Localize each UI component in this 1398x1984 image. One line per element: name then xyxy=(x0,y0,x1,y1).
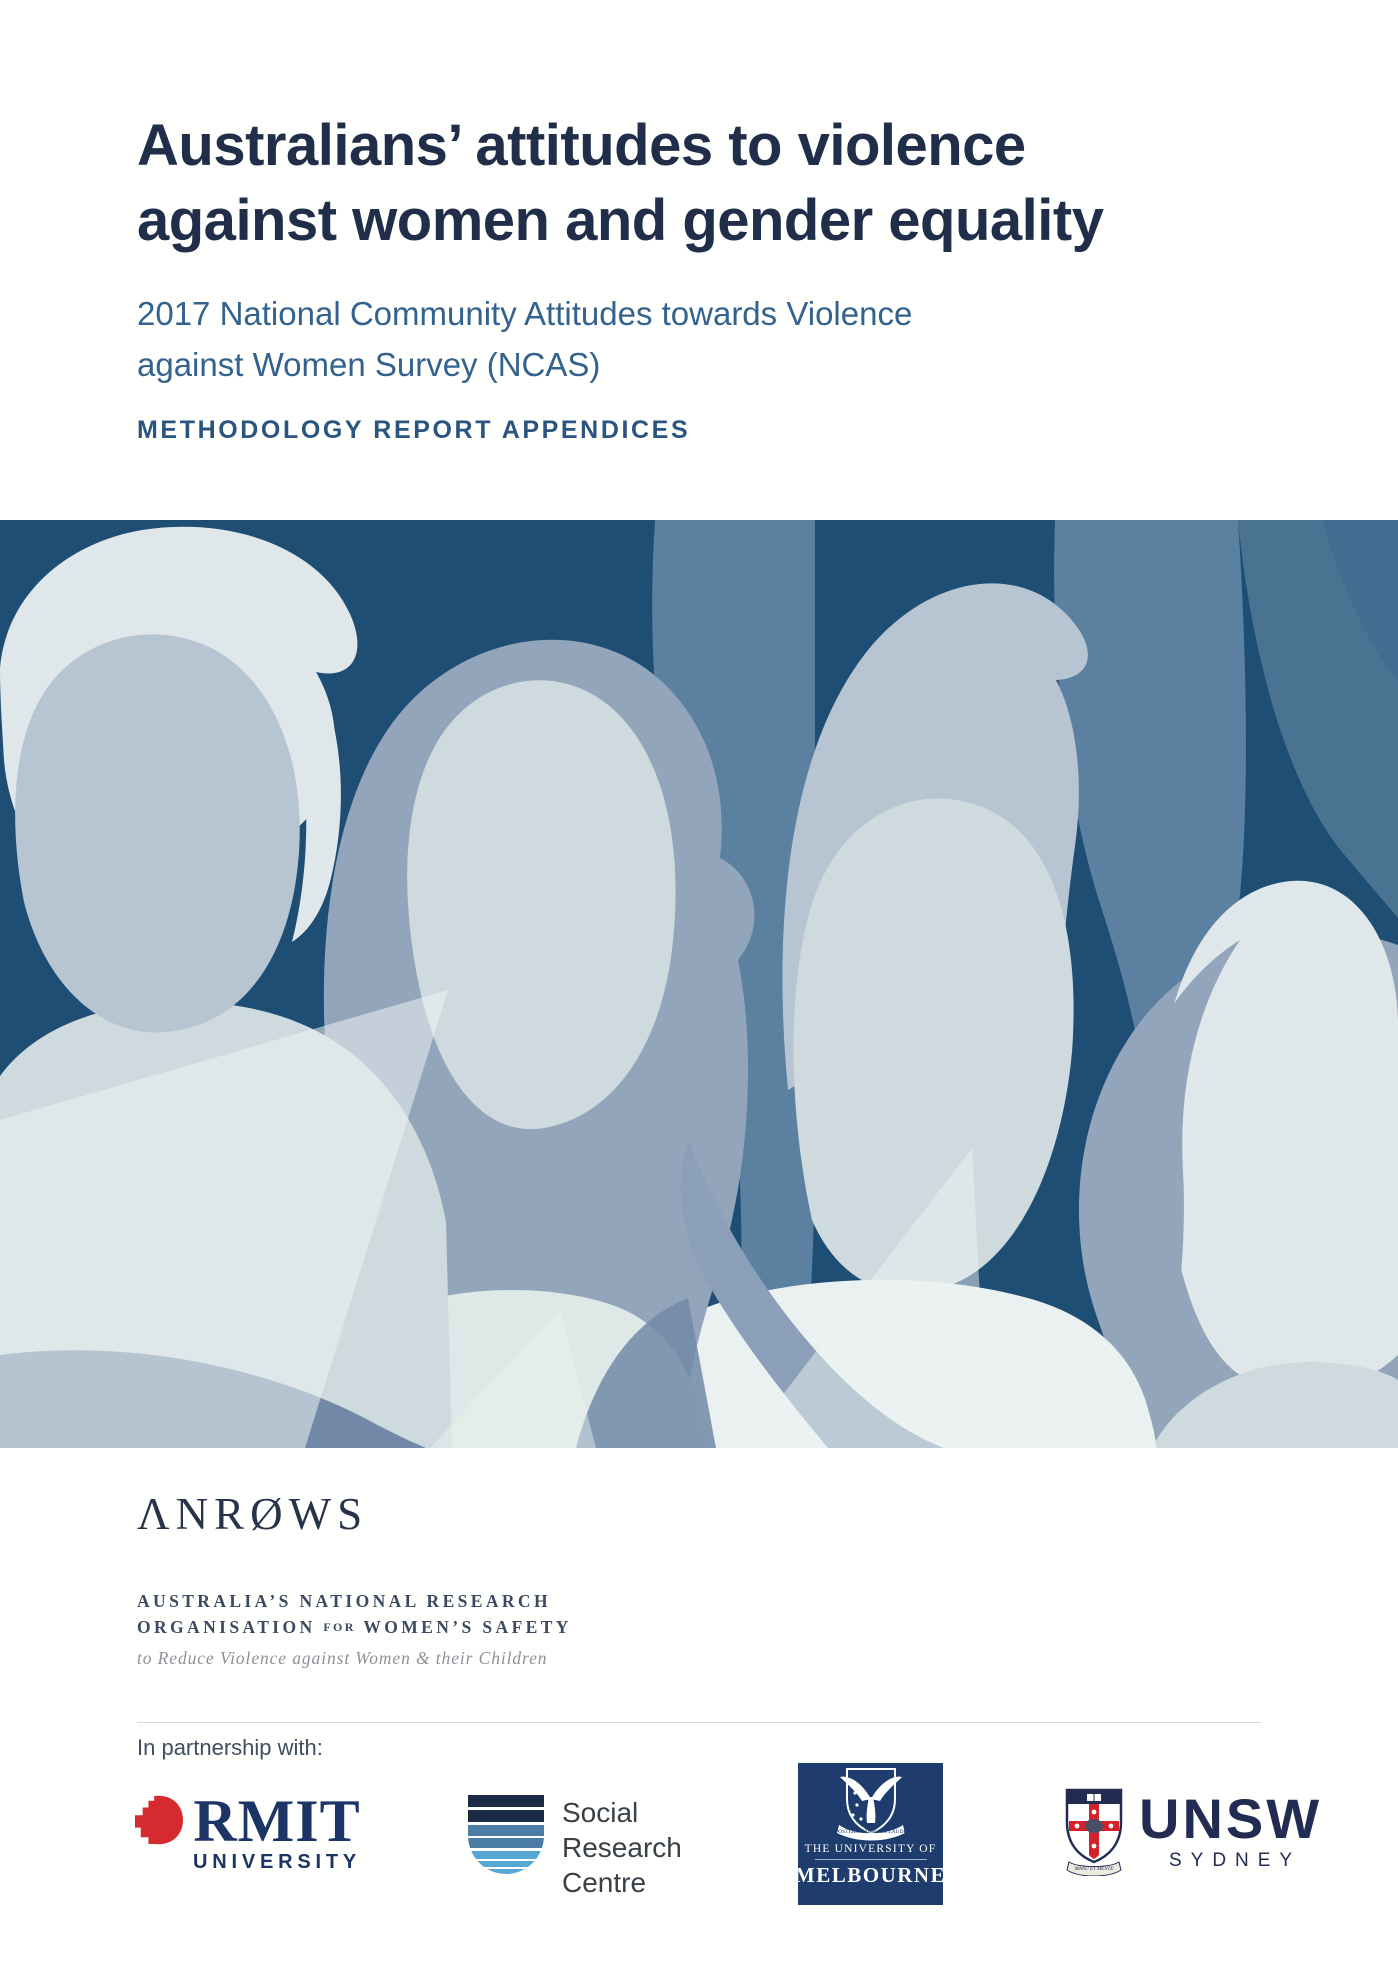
rmit-mark-icon xyxy=(135,1795,183,1845)
melbourne-motto: POSTERA CRESCAM LAUDE xyxy=(834,1829,907,1835)
anrows-wordmark: ΛNRØWS xyxy=(137,1489,369,1539)
page-title xyxy=(137,108,1317,258)
src-text xyxy=(562,1795,682,1900)
src-shield-icon xyxy=(468,1795,544,1875)
unsw-text xyxy=(1139,1787,1323,1872)
people-silhouettes-illustration xyxy=(0,520,1398,1448)
page-title-line1: Australians’ attitudes to violence xyxy=(137,113,1026,178)
report-type-kicker: METHODOLOGY REPORT APPENDICES xyxy=(137,416,691,444)
unsw-motto: MANU ET MENTE xyxy=(1074,1867,1114,1872)
divider-line xyxy=(137,1722,1261,1723)
anrows-org-line2 xyxy=(137,1614,572,1640)
university-of-melbourne-logo xyxy=(794,1763,947,1905)
anrows-org-line2-post: WOMEN’S SAFETY xyxy=(355,1617,572,1637)
unsw-crest-icon xyxy=(1065,1788,1123,1876)
melbourne-crest-icon xyxy=(825,1763,917,1841)
subtitle xyxy=(137,288,1317,390)
unsw-subtitle: SYDNEY xyxy=(1168,1850,1302,1871)
src-line1: Social xyxy=(562,1797,639,1828)
melbourne-line2: MELBOURNE xyxy=(794,1863,947,1887)
src-line2: Research xyxy=(562,1832,682,1863)
anrows-tagline: to Reduce Violence against Women & their Children xyxy=(137,1648,548,1668)
unsw-sydney-logo xyxy=(1065,1788,1322,1876)
anrows-org-line2-pre: ORGANISATION xyxy=(137,1617,324,1637)
cover-illustration-people xyxy=(0,520,1398,1448)
melbourne-rule xyxy=(815,1859,927,1860)
unsw-name: UNSW xyxy=(1139,1787,1323,1850)
rmit-text xyxy=(193,1788,362,1874)
anrows-org-line2-for: FOR xyxy=(323,1620,356,1634)
anrows-org-name xyxy=(137,1588,572,1640)
anrows-branding xyxy=(137,1488,572,1669)
page-title-line2: against women and gender equality xyxy=(137,188,1104,253)
subtitle-line2: against Women Survey (NCAS) xyxy=(137,346,601,383)
subtitle-line1: 2017 National Community Attitudes towards Violence xyxy=(137,295,913,332)
anrows-org-line1: AUSTRALIA’S NATIONAL RESEARCH xyxy=(137,1591,551,1611)
rmit-university-logo xyxy=(135,1788,362,1874)
rmit-name: RMIT xyxy=(193,1788,361,1854)
masthead xyxy=(137,108,1317,445)
social-research-centre-logo xyxy=(468,1795,682,1900)
rmit-subtitle: UNIVERSITY xyxy=(193,1851,362,1873)
melbourne-line1: THE UNIVERSITY OF xyxy=(804,1843,937,1855)
src-line3: Centre xyxy=(562,1867,647,1898)
partnership-label: In partnership with: xyxy=(137,1735,323,1760)
